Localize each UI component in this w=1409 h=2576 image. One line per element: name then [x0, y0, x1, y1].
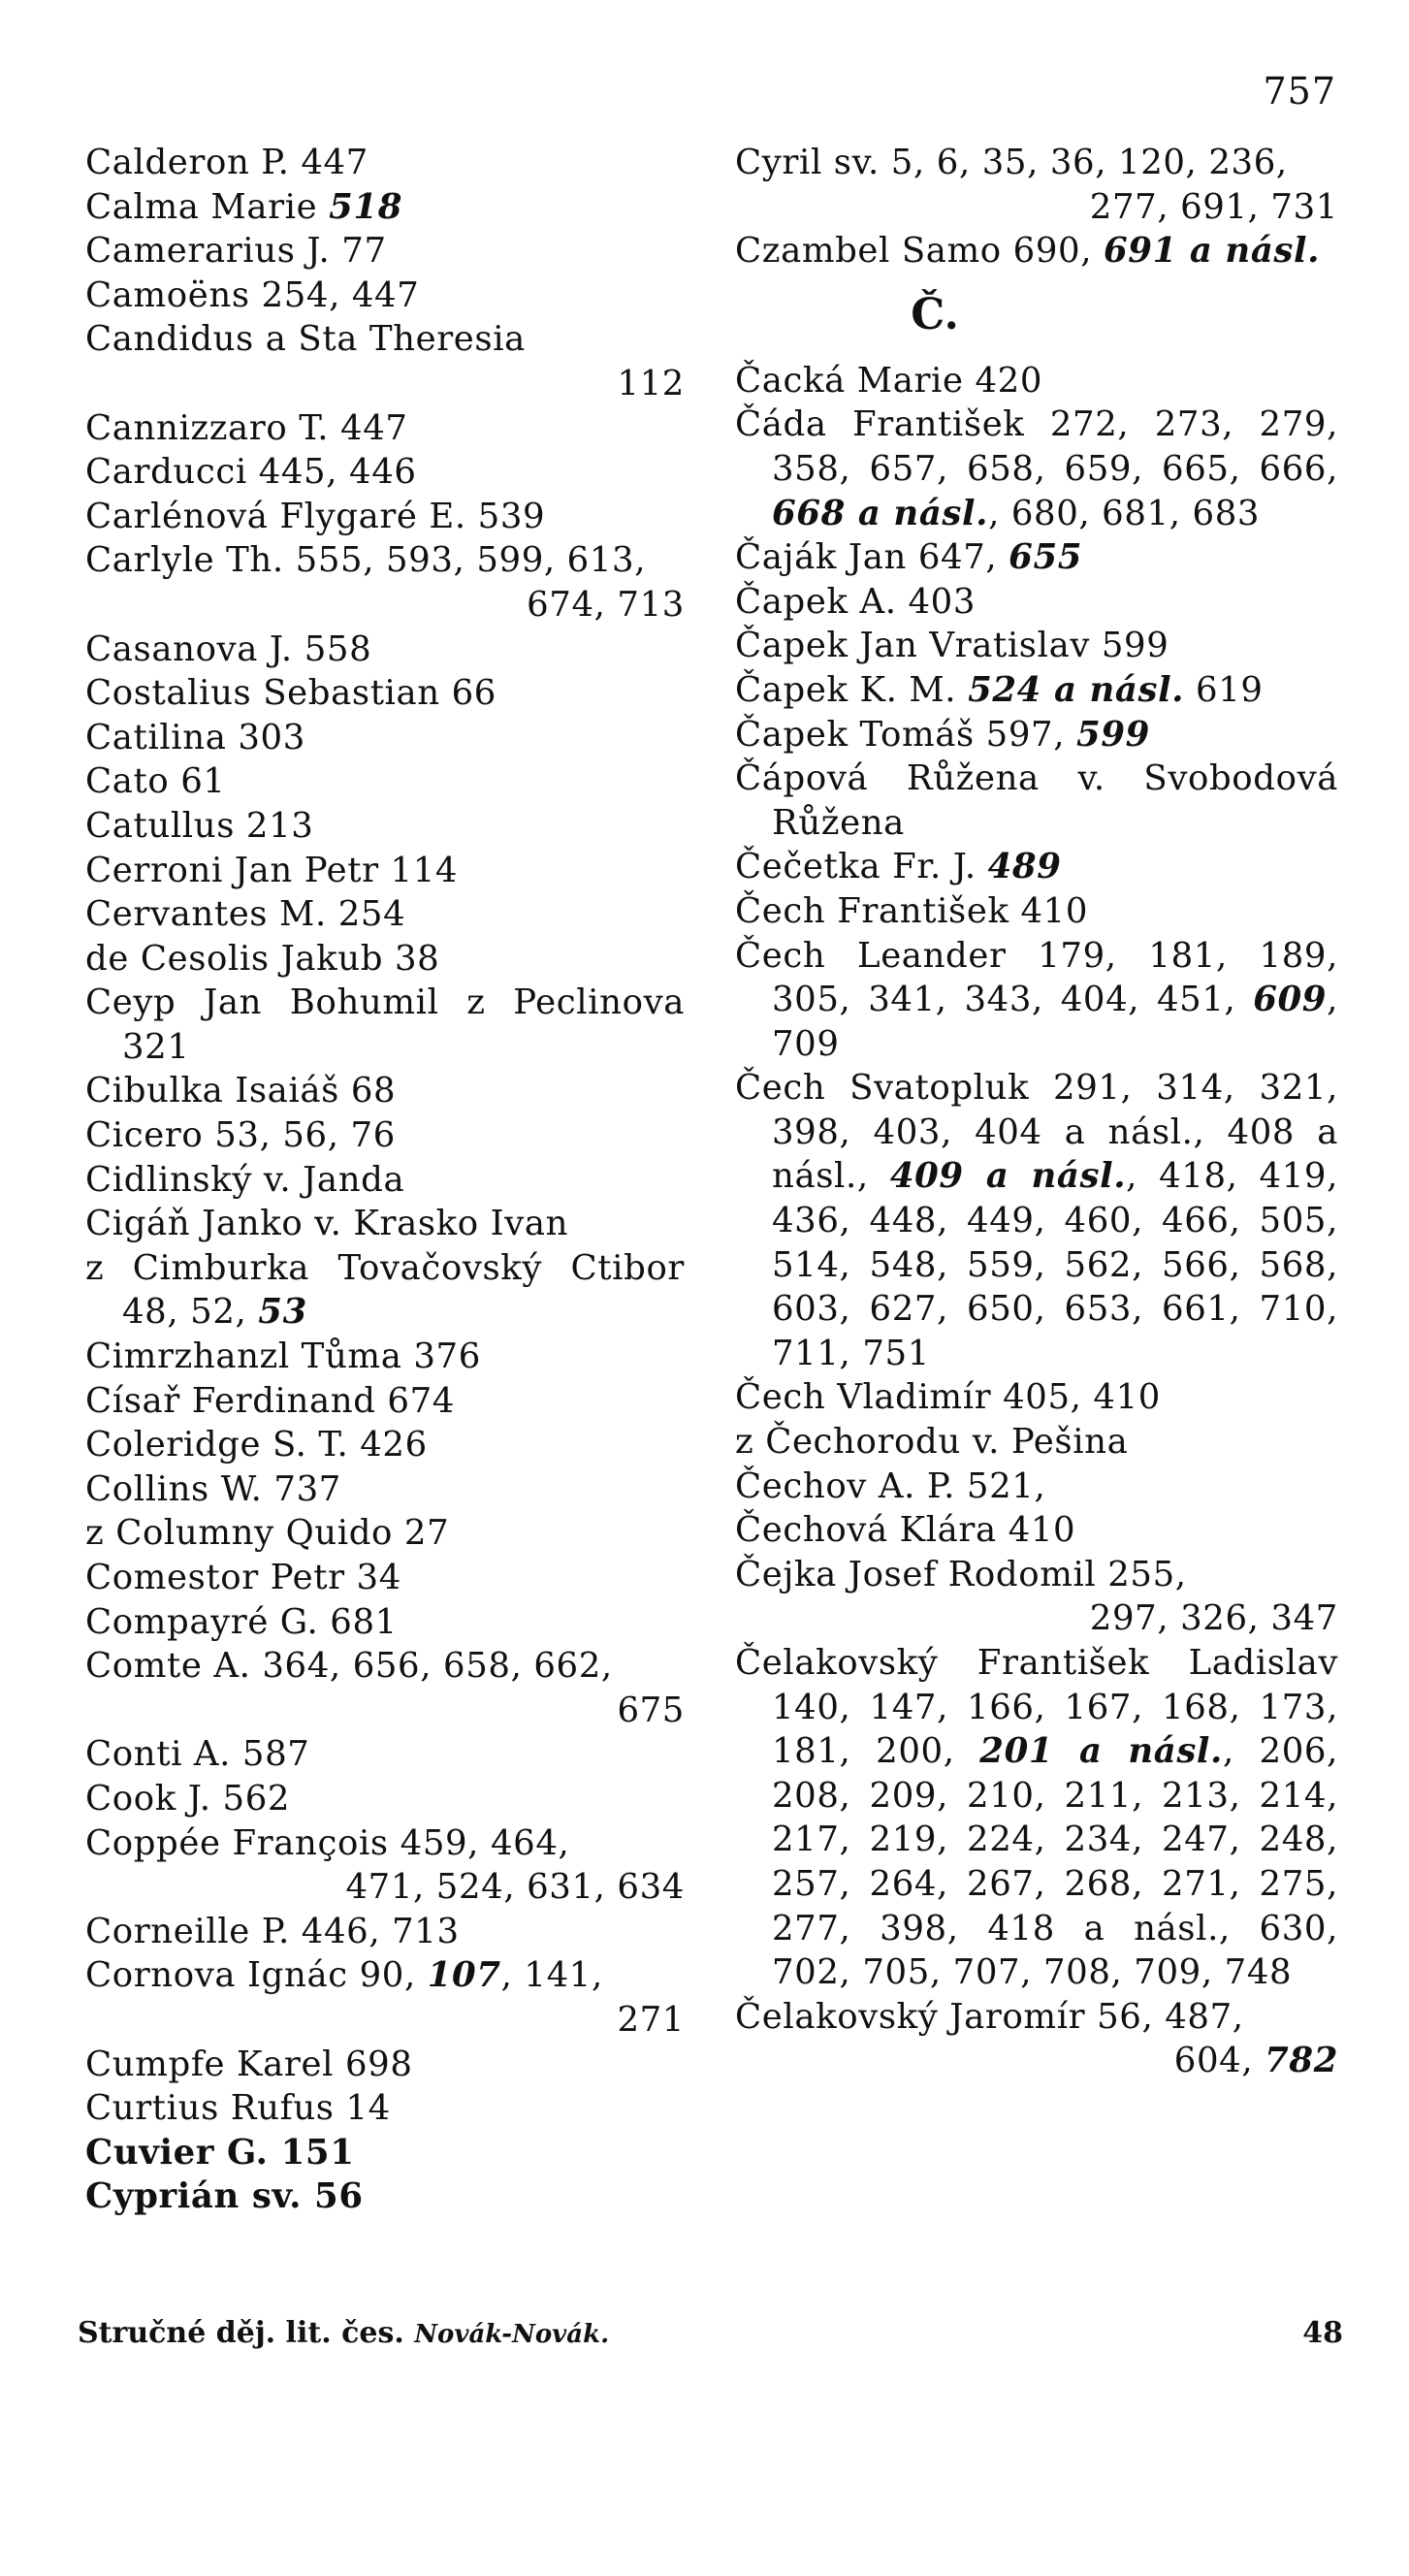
index-entry [85, 2174, 685, 2219]
index-entry [85, 804, 685, 849]
entry-text: Cigáň Janko v. Krasko Ivan [85, 1204, 569, 1244]
entry-text: Catullus 213 [85, 805, 314, 846]
entry-text: Collins W. 737 [85, 1468, 341, 1509]
entry-text: Camoëns 254, 447 [85, 274, 420, 315]
entry-text: Carlénová Flygaré E. 539 [85, 496, 546, 536]
entry-continuation-text: 297, 326, 347 [1089, 1598, 1338, 1639]
entry-text: Čech Leander 179, 181, 189, 305, 341, 343, 404, 451, [735, 935, 1338, 1020]
entry-text: z Columny Quido 27 [85, 1513, 450, 1554]
index-entry [85, 274, 685, 318]
entry-text: Camerarius J. 77 [85, 231, 387, 272]
index-entry [85, 937, 685, 982]
entry-text: Compayré G. 681 [85, 1601, 398, 1642]
index-entry [85, 671, 685, 716]
entry-text: Čech Vladimír 405, 410 [735, 1377, 1161, 1418]
index-entry [85, 1777, 685, 1821]
index-entry [735, 1641, 1338, 1995]
index-entry [85, 1069, 685, 1113]
entry-main-page: 489 [987, 847, 1062, 887]
footer-title [78, 2316, 609, 2350]
entry-text: Čečetka Fr. J. [735, 847, 988, 887]
entry-text-after: , 418, 419, 436, 448, 449, 460, 466, 505, 514, 548, 559, 562, 566, 568, 603, 627, 650, 653, 661, 710, 711, 751 [772, 1156, 1338, 1373]
entry-text: Comte A. 364, 656, 658, 662, [85, 1646, 613, 1687]
index-entry [85, 1246, 685, 1335]
index-entry [735, 535, 1338, 580]
index-entry [85, 229, 685, 274]
entry-text: Carducci 445, 446 [85, 452, 417, 493]
index-entry [85, 2043, 685, 2087]
index-entry [735, 934, 1338, 1067]
index-entry [735, 845, 1338, 889]
entry-text: Čech Svatopluk 291, 314, 321, 398, 403, 404 a násl., 408 a násl., [735, 1068, 1338, 1197]
index-entry [735, 1553, 1338, 1641]
entry-text-after: 619 [1184, 669, 1264, 710]
index-entry [85, 2131, 685, 2175]
index-entry [85, 1953, 685, 2042]
entry-continuation [122, 362, 685, 406]
entry-text: Cidlinský v. Janda [85, 1159, 405, 1200]
index-entry [85, 892, 685, 937]
entry-main-page: 518 [329, 186, 403, 227]
index-entry [735, 1995, 1338, 2083]
entry-continuation [122, 583, 685, 628]
entry-main-page: 691 a násl. [1104, 231, 1321, 272]
entry-text: Coppée François 459, 464, [85, 1822, 570, 1863]
entry-text: Čaják Jan 647, [735, 537, 1009, 578]
index-entry [85, 406, 685, 451]
entry-text: Cumpfe Karel 698 [85, 2044, 413, 2084]
entry-continuation-text: 674, 713 [527, 584, 685, 625]
index-entry [735, 1420, 1338, 1465]
index-entry [85, 1202, 685, 1246]
footer-sheet-number: 48 [1302, 2316, 1343, 2350]
index-entry [85, 1113, 685, 1158]
entry-text: Cyril sv. 5, 6, 35, 36, 120, 236, [735, 143, 1288, 182]
index-entry [85, 1910, 685, 1954]
entry-text: Cook J. 562 [85, 1778, 291, 1819]
entry-text: Corneille P. 446, 713 [85, 1911, 460, 1951]
entry-main-page: 609 [1253, 980, 1328, 1020]
entry-text: Čejka Josef Rodomil 255, [735, 1554, 1187, 1594]
index-entry [85, 1467, 685, 1512]
entry-text: Calma Marie [85, 186, 330, 227]
index-entry [735, 359, 1338, 403]
entry-text: Čelakovský Jaromír 56, 487, [735, 1996, 1244, 2037]
entry-text: Cuvier G. 151 [85, 2132, 355, 2173]
entry-text-after: , 206, 208, 209, 210, 211, 213, 214, 217, 219, 224, 234, 247, 248, 257, 264, 267, 268, 271, 275, 277, 398, 418 a násl., 630, 702, 705, 707, 708, 709, 748 [772, 1731, 1338, 1993]
entry-text: Cimrzhanzl Tůma 376 [85, 1336, 481, 1377]
entry-text: Čáda František 272, 273, 279, 358, 657, 658, 659, 665, 666, [735, 404, 1338, 489]
entry-text: Cerroni Jan Petr 114 [85, 850, 459, 890]
index-entry [85, 981, 685, 1069]
entry-text: Cyprián sv. 56 [85, 2176, 364, 2217]
entry-text: Čapek Tomáš 597, [735, 714, 1077, 755]
index-entry [85, 2086, 685, 2131]
index-entry [85, 1644, 685, 1732]
index-entry [85, 716, 685, 760]
index-entry [735, 668, 1338, 713]
index-entry [85, 759, 685, 804]
index-entry [85, 538, 685, 627]
entry-text: Cicero 53, 56, 76 [85, 1115, 396, 1156]
index-entry [85, 628, 685, 672]
entry-text: Čech František 410 [735, 890, 1089, 931]
entry-text: Czambel Samo 690, [735, 231, 1104, 272]
index-entry [85, 185, 685, 230]
entry-text: Cato 61 [85, 761, 226, 802]
entry-continuation-text: 604, [1173, 2041, 1265, 2081]
left-column [85, 141, 685, 2219]
entry-text: Casanova J. 558 [85, 628, 372, 669]
entry-text: Čapek Jan Vratislav 599 [735, 626, 1169, 666]
entry-continuation [772, 2039, 1338, 2083]
entry-main-page: 201 a násl. [979, 1731, 1223, 1772]
entry-continuation-text: 277, 691, 731 [1089, 186, 1338, 227]
entry-main-page: 409 a násl. [889, 1156, 1127, 1197]
entry-continuation [122, 1865, 685, 1910]
entry-text: Čapek K. M. [735, 669, 969, 710]
entry-continuation-text: 112 [617, 363, 685, 403]
entry-text: Calderon P. 447 [85, 143, 368, 182]
index-entry [85, 1158, 685, 1203]
entry-text: Cervantes M. 254 [85, 894, 406, 935]
entry-text: Comestor Petr 34 [85, 1558, 401, 1597]
index-entry [735, 713, 1338, 757]
entry-text: de Cesolis Jakub 38 [85, 938, 440, 979]
index-entry [85, 317, 685, 405]
index-entry [735, 624, 1338, 668]
page-number: 757 [1263, 70, 1336, 113]
entry-continuation-text: 675 [617, 1690, 685, 1730]
index-entry [85, 450, 685, 495]
entry-text: Costalius Sebastian 66 [85, 673, 496, 714]
index-entry [85, 1379, 685, 1424]
entry-main-page: 524 a násl. [968, 669, 1185, 710]
entry-text: Čechová Klára 410 [735, 1510, 1076, 1551]
entry-main-page: 599 [1076, 714, 1150, 755]
entry-text: Cornova Ignác 90, [85, 1955, 428, 1996]
entry-text: Čápová Růžena v. Svobodová Růžena [735, 758, 1338, 843]
entry-text-after: , 680, 681, 683 [988, 493, 1261, 533]
entry-main-page: 655 [1009, 537, 1083, 578]
entry-text: Čapek A. 403 [735, 581, 977, 622]
index-entry [85, 849, 685, 893]
entry-text: Čelakovský František Ladislav 140, 147, 166, 167, 168, 173, 181, 200, [735, 1643, 1338, 1772]
index-entry [735, 1066, 1338, 1375]
entry-text: Cannizzaro T. 447 [85, 407, 408, 448]
entry-continuation [772, 1596, 1338, 1641]
right-column [735, 141, 1338, 2083]
index-entry [85, 1423, 685, 1467]
entry-text: Čechov A. P. 521, [735, 1465, 1046, 1506]
index-entry [85, 1556, 685, 1600]
entry-text: Catilina 303 [85, 717, 305, 757]
entry-main-page: 107 [427, 1955, 501, 1996]
entry-text: Candidus a Sta Theresia [85, 319, 526, 360]
entry-text-after: , 709 [772, 980, 1338, 1064]
page-footer [78, 2316, 1343, 2350]
entry-text: Císař Ferdinand 674 [85, 1380, 455, 1421]
footer-book-title: Stručné děj. lit. čes. [78, 2316, 404, 2350]
index-entry [735, 1508, 1338, 1553]
entry-continuation [772, 185, 1338, 230]
footer-author: Novák-Novák. [414, 2320, 610, 2349]
index-entry [735, 1375, 1338, 1420]
index-entry [85, 1600, 685, 1645]
entry-text-after: , 141, [500, 1955, 603, 1996]
index-entry [735, 402, 1338, 535]
entry-text: Coleridge S. T. 426 [85, 1425, 428, 1465]
entry-text: Ceyp Jan Bohumil z Peclinova 321 [85, 982, 685, 1067]
index-entry [735, 1465, 1338, 1509]
section-letter-heading: Č. [911, 289, 959, 339]
entry-text: Cibulka Isaiáš 68 [85, 1071, 397, 1111]
index-entry [735, 757, 1338, 845]
index-entry [735, 141, 1338, 229]
entry-continuation-text: 471, 524, 631, 634 [345, 1867, 685, 1908]
index-entry [85, 495, 685, 539]
entry-text: Carlyle Th. 555, 593, 599, 613, [85, 540, 647, 581]
entry-continuation [122, 1689, 685, 1733]
index-entry [85, 1821, 685, 1910]
entry-continuation-text: 271 [617, 1999, 685, 2040]
entry-main-page: 782 [1265, 2041, 1338, 2081]
entry-text: Čacká Marie 420 [735, 360, 1043, 401]
entry-main-page: 668 a násl. [772, 493, 989, 533]
entry-text: z Čechorodu v. Pešina [735, 1422, 1129, 1463]
index-entry [85, 1511, 685, 1556]
entry-text: Curtius Rufus 14 [85, 2088, 391, 2129]
entry-text: z Cimburka Tovačovský Ctibor 48, 52, [85, 1247, 685, 1333]
entry-continuation [122, 1998, 685, 2043]
index-entry [85, 1335, 685, 1379]
index-entry [735, 889, 1338, 934]
index-entry [85, 1732, 685, 1777]
entry-main-page: 53 [258, 1292, 307, 1333]
entry-text: Conti A. 587 [85, 1734, 310, 1775]
index-entry [85, 141, 685, 185]
index-entry [735, 580, 1338, 625]
index-entry [735, 229, 1338, 274]
